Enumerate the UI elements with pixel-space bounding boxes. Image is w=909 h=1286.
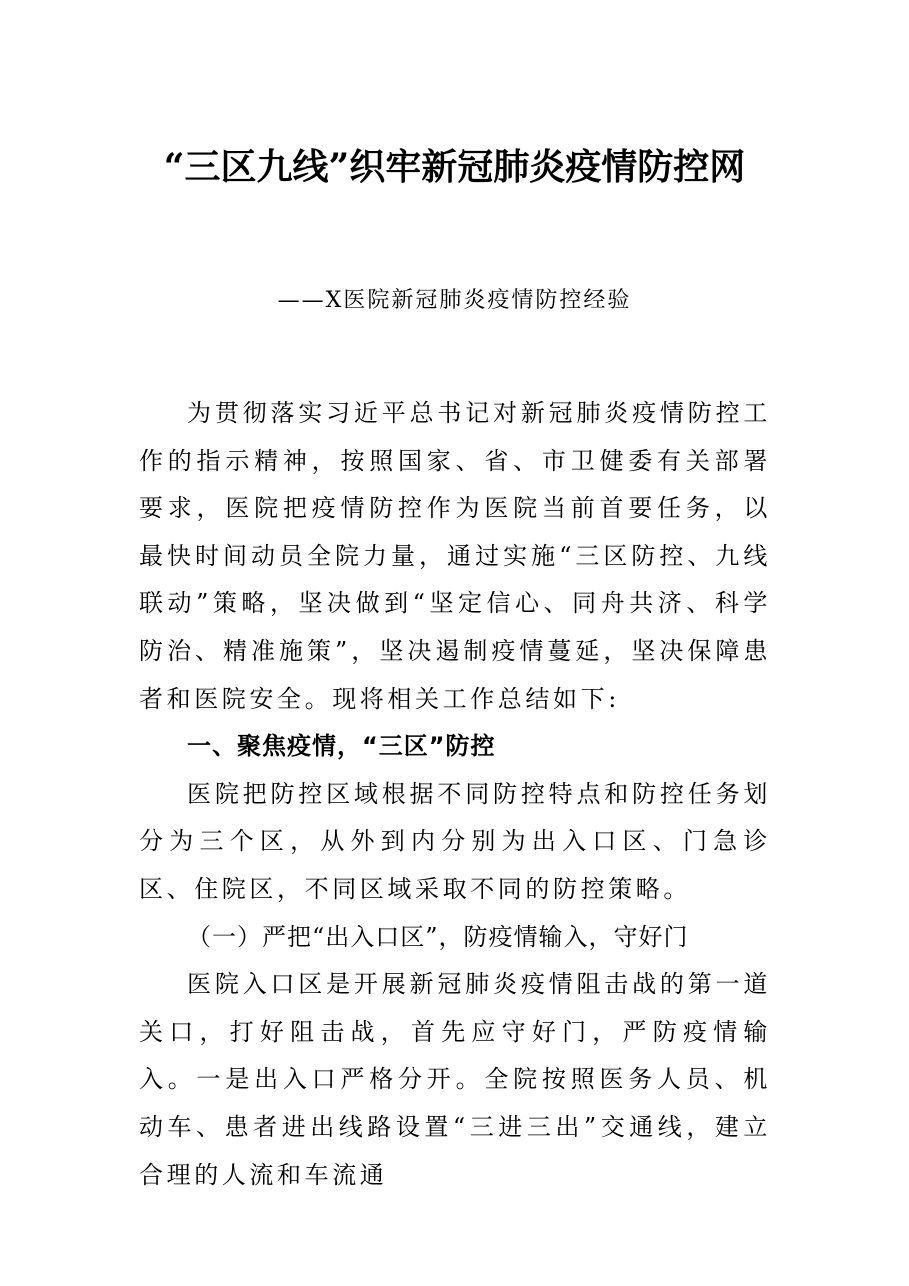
document-subtitle: ——X医院新冠肺炎疫情防控经验 xyxy=(277,288,632,313)
section-paragraph: 医院把防控区域根据不同防控特点和防控任务划分为三个区，从外到内分别为出入口区、门急诊区、住院区，不同区域采取不同的防控策略。 xyxy=(139,779,771,903)
section-heading: 一、聚焦疫情，“三区”防控 xyxy=(187,732,496,761)
document-body xyxy=(139,390,771,1199)
subsection-heading: （一）严把“出入口区”，防疫情输入，守好门 xyxy=(187,922,689,951)
subsection-paragraph: 医院入口区是开展新冠肺炎疫情阻击战的第一道关口，打好阻击战，首先应守好门，严防疫情输入。一是出入口严格分开。全院按照医务人员、机动车、患者进出线路设置“三进三出”交通线，建立合理的人流和车流通 xyxy=(139,970,771,1189)
document-title: “三区九线”织牢新冠肺炎疫情防控网 xyxy=(163,146,746,188)
intro-paragraph: 为贯彻落实习近平总书记对新冠肺炎疫情防控工作的指示精神，按照国家、省、市卫健委有关部署要求，医院把疫情防控作为医院当前首要任务，以最快时间动员全院力量，通过实施“三区防控、九线联动”策略，坚决做到“坚定信心、同舟共济、科学防治、精准施策”，坚决遏制疫情蔓延，坚决保障患者和医院安全。现将相关工作总结如下: xyxy=(139,399,771,713)
